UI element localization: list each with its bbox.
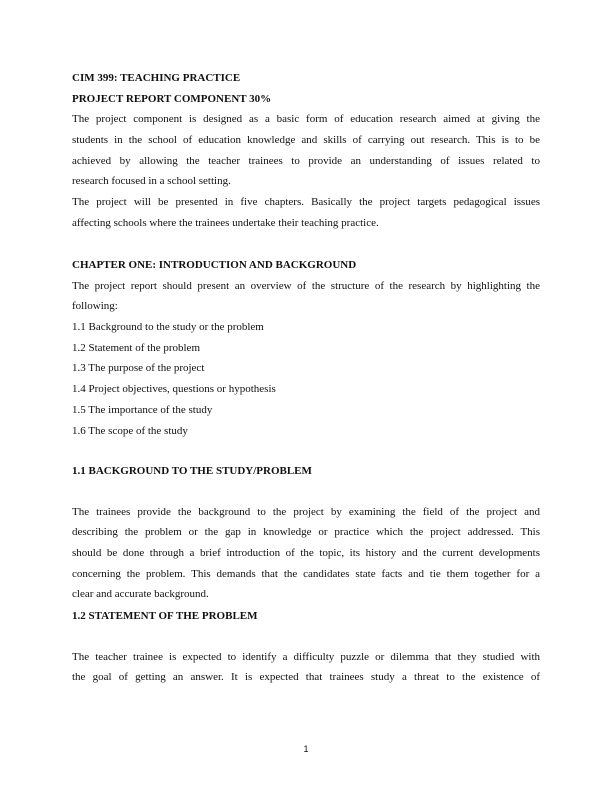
para-line: The project report should present an overview of the structure of the research by highlighting the <box>72 279 540 292</box>
list-item: 1.1 Background to the study or the problem <box>72 321 264 334</box>
chapter-one-section <box>72 255 540 441</box>
page-number: 1 <box>303 744 309 754</box>
para-line: The project will be presented in five chapters. Basically the project targets pedagogical issues <box>72 196 540 209</box>
component-title: PROJECT REPORT COMPONENT 30% <box>72 92 272 105</box>
section-heading: 1.2 STATEMENT OF THE PROBLEM <box>72 610 258 622</box>
list-item: 1.5 The importance of the study <box>72 403 213 416</box>
section-heading: 1.1 BACKGROUND TO THE STUDY/PROBLEM <box>72 465 312 477</box>
list-item: 1.6 The scope of the study <box>72 424 188 437</box>
para-line: The trainees provide the background to the project by examining the field of the project and <box>72 505 540 518</box>
para-line: students in the school of education knowledge and skills of carrying out research. This is to be <box>72 134 540 147</box>
para-line: affecting schools where the trainees undertake their teaching practice. <box>72 216 379 229</box>
para-line: the goal of getting an answer. It is expected that trainees study a threat to the existence of <box>72 671 540 684</box>
para-line: clear and accurate background. <box>72 588 209 601</box>
para-line: achieved by allowing the teacher trainees to provide an understanding of issues related to <box>72 154 540 167</box>
para-line: The project component is designed as a basic form of education research aimed at giving the <box>72 113 540 126</box>
course-title: CIM 399: TEACHING PRACTICE <box>72 72 241 84</box>
para-line: should be done through a brief introduction of the topic, its history and the current developments <box>72 547 540 560</box>
list-item: 1.4 Project objectives, questions or hypothesis <box>72 383 276 396</box>
para-line: concerning the problem. This demands that the candidates state facts and tie them together for a <box>72 567 540 580</box>
intro-section <box>72 68 540 234</box>
para-line: The teacher trainee is expected to identify a difficulty puzzle or dilemma that they studied with <box>72 650 540 663</box>
list-item: 1.3 The purpose of the project <box>72 362 205 375</box>
para-line: following: <box>72 300 118 313</box>
section-1-1 <box>72 461 540 605</box>
list-item: 1.2 Statement of the problem <box>72 341 200 354</box>
para-line: describing the problem or the gap in knowledge or practice which the project addressed. This <box>72 526 540 539</box>
chapter-heading: CHAPTER ONE: INTRODUCTION AND BACKGROUND <box>72 259 357 271</box>
section-1-2 <box>72 606 540 688</box>
para-line: research focused in a school setting. <box>72 175 231 188</box>
